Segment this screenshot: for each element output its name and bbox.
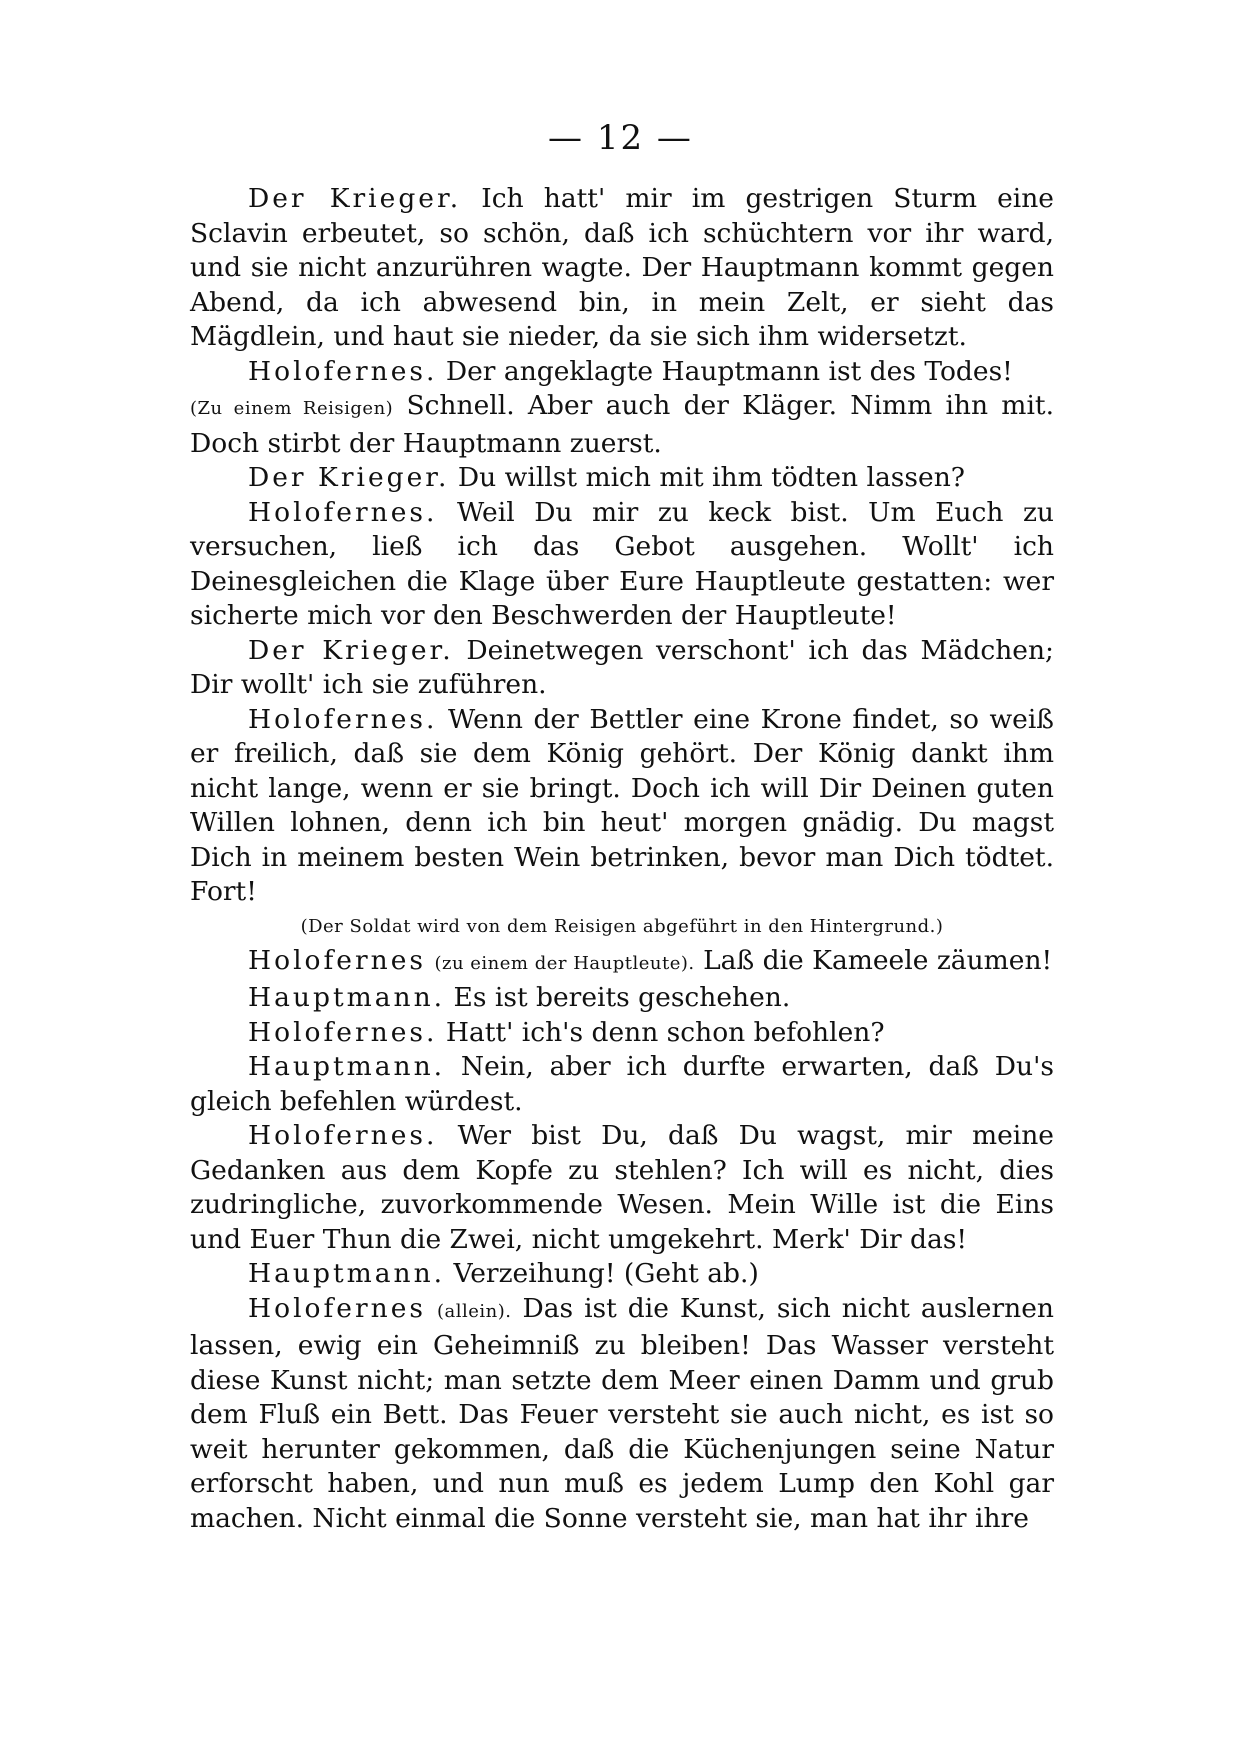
dialogue-text: Es ist bereits geschehen. <box>453 982 791 1013</box>
paragraph <box>190 182 1054 355</box>
paragraph <box>190 389 1054 461</box>
paragraph <box>190 634 1054 703</box>
stage-direction: (zu einem der Hauptleute). <box>434 952 695 974</box>
dialogue-text: Der angeklagte Hauptmann ist des Todes! <box>445 355 1013 387</box>
paragraph <box>190 461 1054 496</box>
stage-direction-center: (Der Soldat wird von dem Reisigen abgeführt in den Hintergrund.) <box>300 915 944 937</box>
dialogue-text: Verzeihung! (Geht ab.) <box>453 1258 759 1289</box>
dialogue-text: Ich hatt' mir im gestrigen Sturm eine Sclavin erbeutet, so schön, daß ich schüchtern vor ihr ward, und sie nicht anzurühren wagte. Der Hauptmann kommt gegen Abend, da ich abwesend bin, in mein Zelt, er sieht das Mägdlein, und haut sie nieder, da sie sich ihm widersetzt. <box>190 183 1054 352</box>
paragraph <box>190 1119 1054 1257</box>
speaker-name: Hauptmann. <box>248 1051 446 1082</box>
speaker-name: Der Krieger. <box>248 634 454 666</box>
paragraph <box>190 981 1054 1016</box>
dialogue-text: Hatt' ich's denn schon befohlen? <box>445 1016 885 1048</box>
dialogue-text: Laß die Kameele zäumen! <box>703 944 1053 976</box>
dialogue-text: Du willst mich mit ihm tödten lassen? <box>457 462 965 493</box>
paragraph <box>190 1257 1054 1292</box>
speaker-name: Der Krieger. <box>248 183 462 214</box>
speaker-name: Holofernes <box>248 944 427 976</box>
speaker-name: Holofernes. <box>248 1120 438 1151</box>
speaker-name: Der Krieger. <box>248 462 450 493</box>
dialogue-text: Deinetwegen verschont' ich das Mädchen; Dir wollt' ich sie zuführen. <box>190 634 1054 700</box>
dialogue-text: Wer bist Du, daß Du wagst, mir meine Gedanken aus dem Kopfe zu stehlen? Ich will es nicht, dies zudringliche, zuvorkommende Wesen. Mein Wille ist die Eins und Euer Thun die Zwei, nicht umgekehrt. Merk' Dir das! <box>190 1120 1054 1255</box>
paragraph <box>190 1292 1054 1537</box>
paragraph <box>190 944 1054 982</box>
speaker-name: Holofernes. <box>248 355 438 387</box>
stage-direction: (allein). <box>436 1300 512 1322</box>
dialogue-text: Weil Du mir zu keck bist. Um Euch zu versuchen, ließ ich das Gebot ausgehen. Wollt' ich Deinesgleichen die Klage über Eure Hauptleute gestatten: wer sicherte mich vor den Beschwerden der Hauptleute! <box>190 496 1054 631</box>
paragraph <box>190 1050 1054 1119</box>
paragraph <box>190 355 1054 390</box>
speaker-name: Holofernes. <box>248 496 438 528</box>
speaker-name: Hauptmann. <box>248 982 446 1013</box>
paragraph <box>190 703 1054 910</box>
paragraph <box>190 496 1054 634</box>
stage-direction: (Zu einem Reisigen) <box>190 398 394 419</box>
dialogue-text: Wenn der Bettler eine Krone findet, so weiß er freilich, daß sie dem König gehört. Der König dankt ihm nicht lange, wenn er sie bringt. Doch ich will Dir Deinen guten Willen lohnen, denn ich bin heut' morgen gnädig. Du magst Dich in meinem besten Wein betrinken, bevor man Dich tödtet. Fort! <box>190 703 1054 907</box>
speaker-name: Holofernes <box>248 1292 427 1324</box>
paragraph <box>190 1016 1054 1051</box>
page-number: — 12 — <box>548 118 693 158</box>
speaker-name: Holofernes. <box>248 1016 438 1048</box>
page-text <box>190 182 1054 1536</box>
dialogue-text: Schnell. Aber auch der Kläger. Nimm ihn mit. Doch stirbt der Hauptmann zuerst. <box>190 390 1054 459</box>
dialogue-text: Das ist die Kunst, sich nicht auslernen lassen, ewig ein Geheimniß zu bleiben! Das Wasser versteht diese Kunst nicht; man setzte dem Meer einen Damm und grub dem Fluß ein Bett. Das Feuer versteht sie auch nicht, es ist so weit herunter gekommen, daß die Küchenjungen seine Natur erforscht haben, und nun muß es jedem Lump den Kohl gar machen. Nicht einmal die Sonne versteht sie, man hat ihr ihre <box>190 1292 1054 1534</box>
speaker-name: Holofernes. <box>248 703 438 735</box>
speaker-name: Hauptmann. <box>248 1258 446 1289</box>
dialogue-text: Nein, aber ich durfte erwarten, daß Du's gleich befehlen würdest. <box>190 1051 1054 1117</box>
